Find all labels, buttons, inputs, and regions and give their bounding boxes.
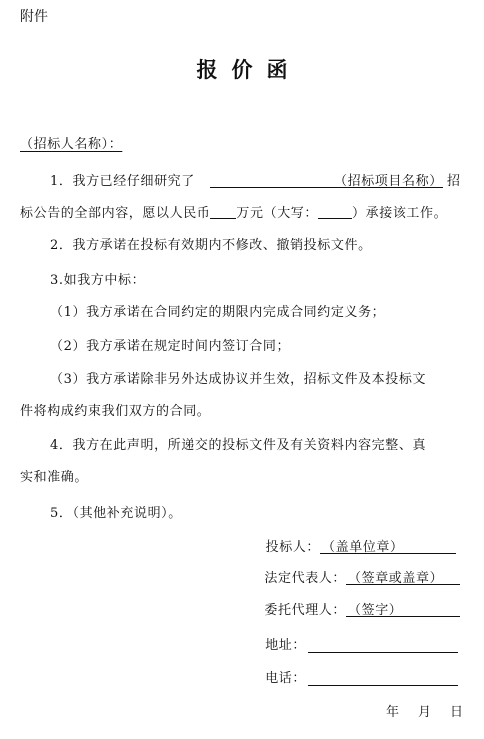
para5: 5．（其他补充说明）。 [50, 506, 182, 521]
para1-line2 [20, 204, 447, 224]
para3-item-1: （1）我方承诺在合同约定的期限内完成合同约定义务； [50, 305, 386, 320]
date-year: 年 [386, 705, 400, 720]
amount-blank [210, 204, 236, 219]
document-title: 报价函 [196, 57, 302, 82]
signature-label-agent: 委托代理人： [264, 603, 346, 618]
signature-value-legal-rep: （签章或盖章） [348, 571, 444, 586]
para1-line2-c: ）承接该工作。 [352, 206, 448, 221]
para1-prefix: 1．我方已经仔细研究了 [50, 174, 195, 189]
signature-label-phone: 电话： [265, 671, 306, 686]
para3-item-2: （2）我方承诺在规定时间内签订合同； [50, 339, 291, 354]
signature-value-bidder: （盖单位章） [322, 540, 404, 555]
para1-suffix: 招 [447, 174, 461, 189]
para1-line2-b: 万元（大写： [236, 206, 319, 221]
signature-line-legal-rep [346, 584, 460, 585]
para3-item-3-line1: （3）我方承诺除非另外达成协议并生效，招标文件及本投标文 [50, 372, 427, 387]
para3-heading: 3.如我方中标： [50, 273, 146, 288]
para2: 2．我方承诺在投标有效期内不修改、撤销投标文件。 [50, 238, 372, 253]
signature-line-bidder [320, 553, 456, 554]
signature-label-bidder: 投标人： [265, 540, 320, 555]
recipient-name: （招标人名称）： [20, 137, 123, 152]
para1-line2-a: 标公告的全部内容，愿以人民币 [20, 206, 211, 221]
attachment-label: 附件 [20, 9, 48, 25]
signature-label-legal-rep: 法定代表人： [264, 571, 346, 586]
signature-line-phone [308, 685, 458, 686]
para4-line2: 实和准确。 [20, 470, 89, 485]
project-name-placeholder: （招标项目名称） [334, 174, 443, 189]
para4-line1: 4．我方在此声明，所递交的投标文件及有关资料内容完整、真 [50, 438, 427, 453]
date-day: 日 [450, 705, 464, 720]
signature-line-agent [346, 616, 460, 617]
para3-item-3-line2: 件将构成约束我们双方的合同。 [20, 404, 211, 419]
signature-value-agent: （签字） [348, 603, 403, 618]
amount-words-blank [318, 204, 352, 219]
signature-label-address: 地址： [265, 638, 306, 653]
signature-line-address [308, 652, 458, 653]
date-month: 月 [418, 705, 432, 720]
